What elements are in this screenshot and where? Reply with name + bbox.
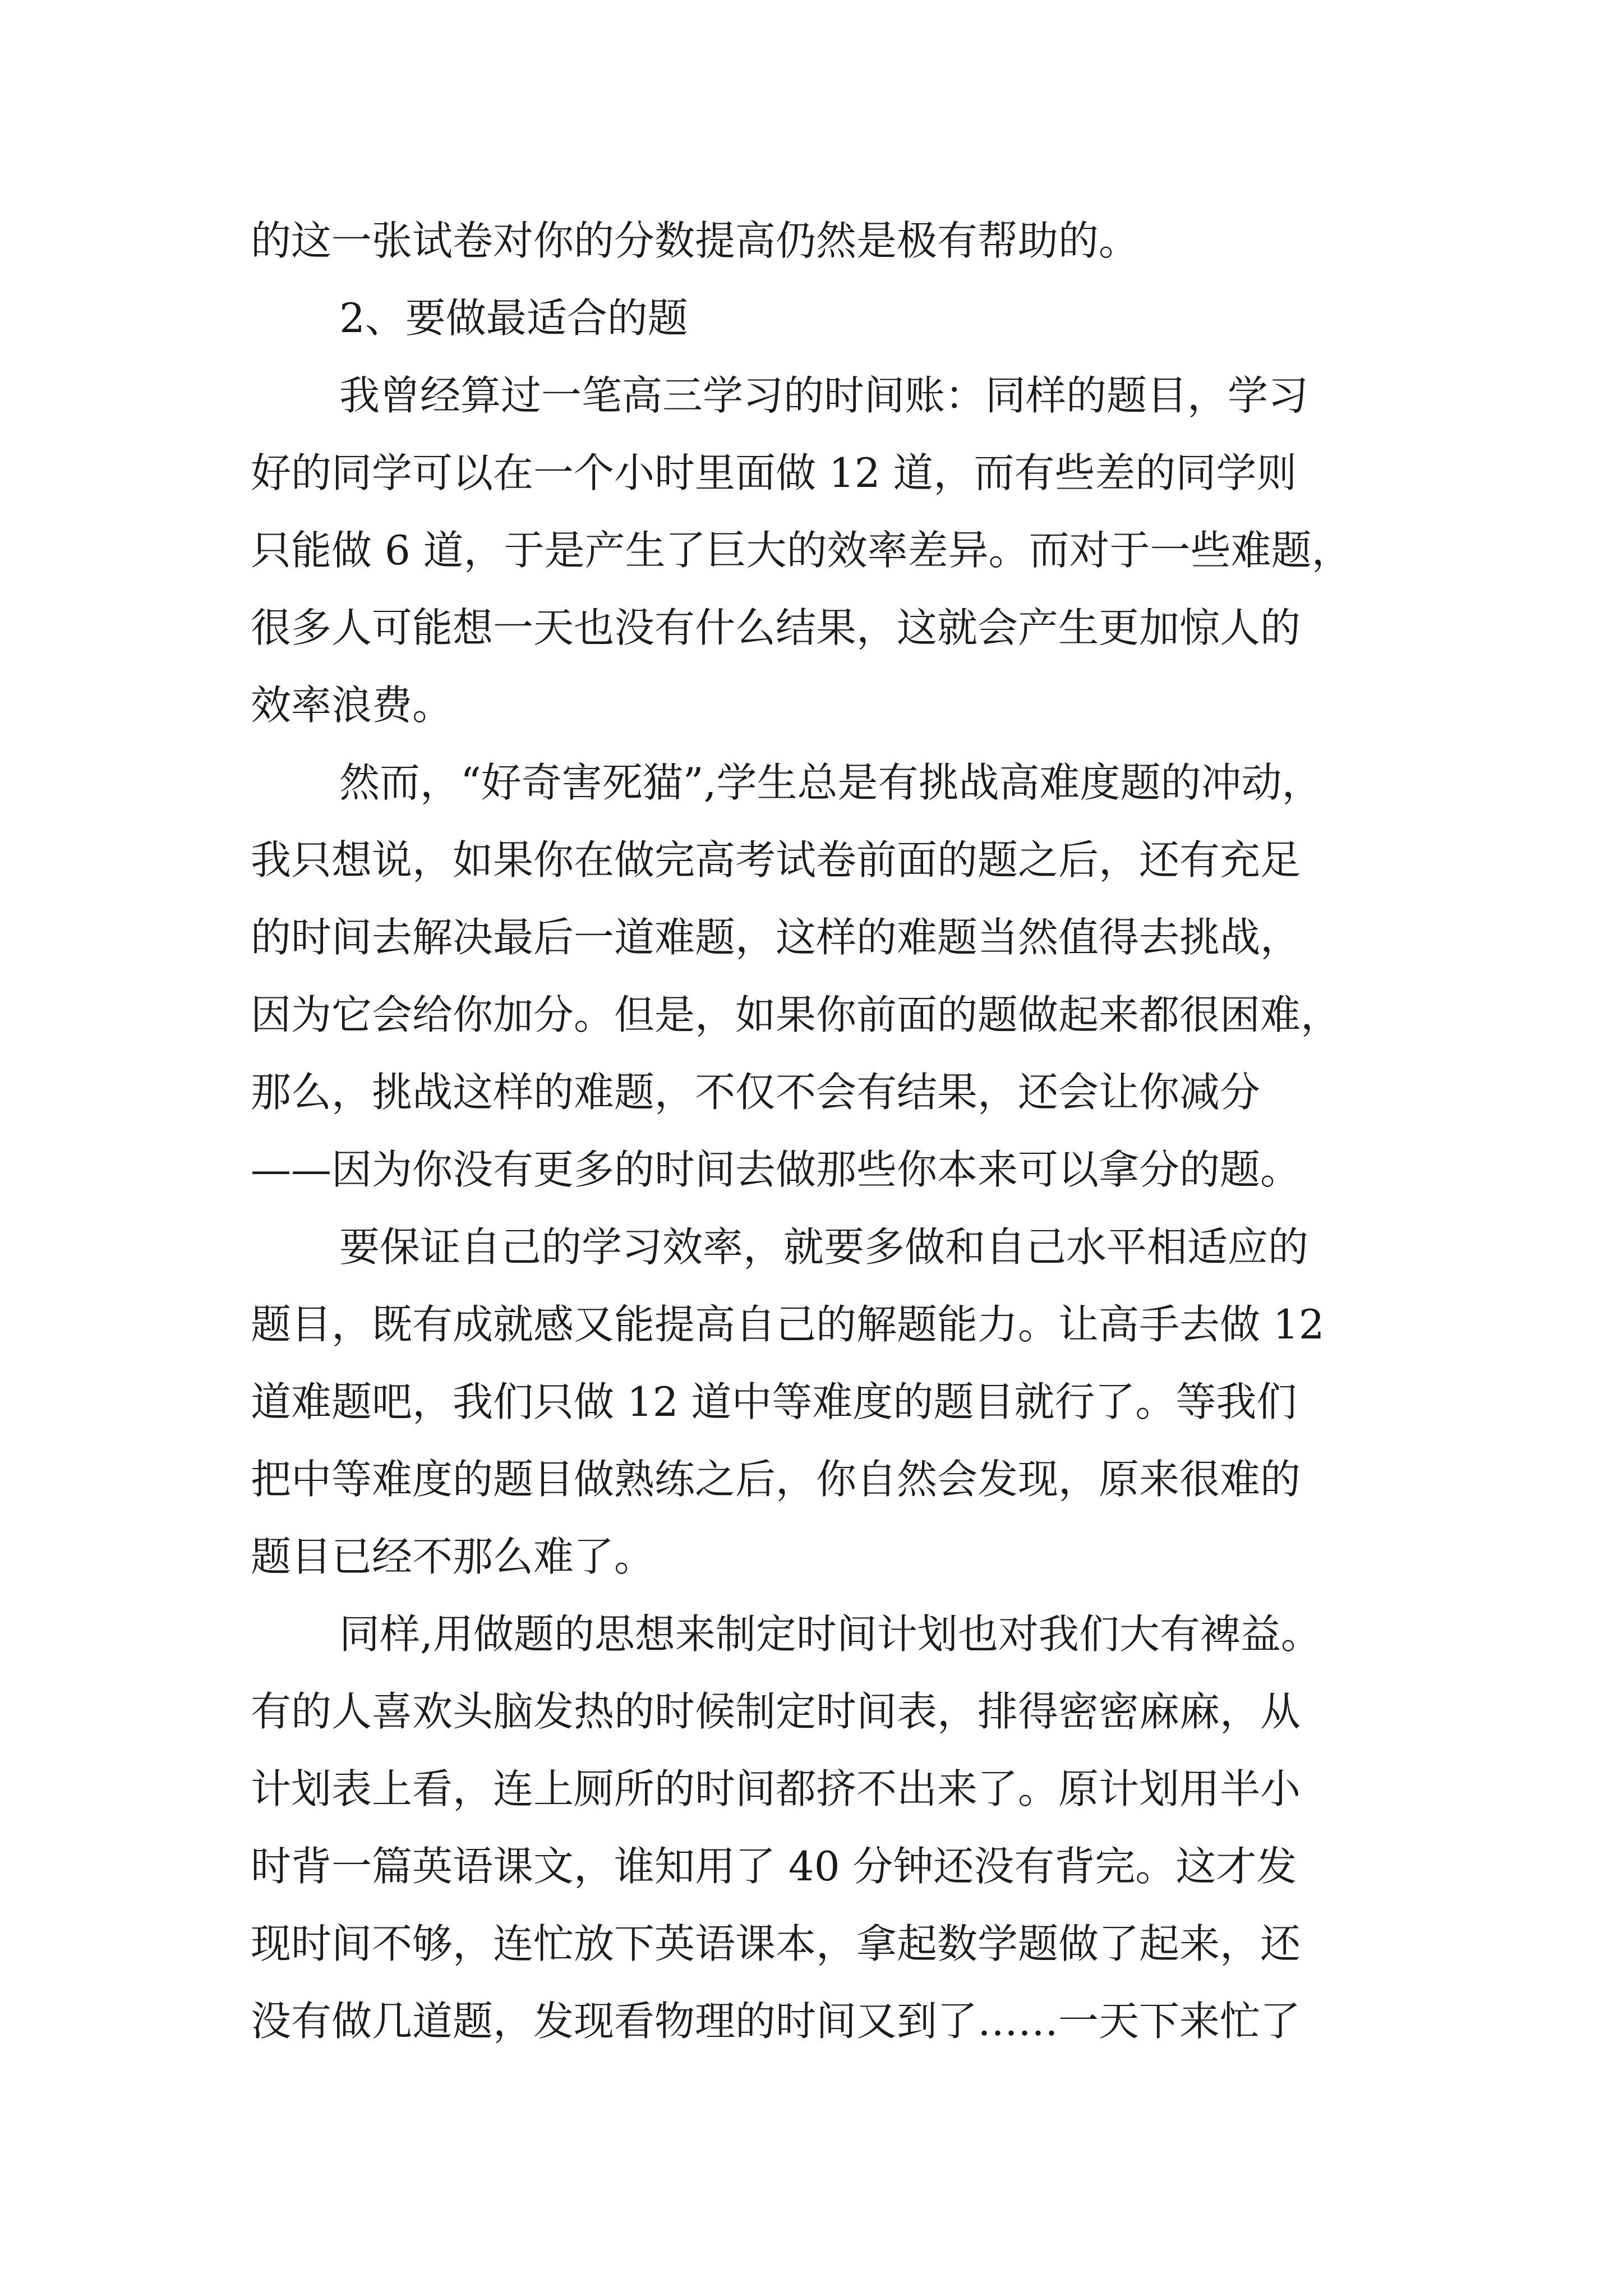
text-line: 效率浪费。 bbox=[251, 682, 453, 729]
section-heading: 2、要做最适合的题 bbox=[339, 295, 688, 342]
text-line: 要保证自己的学习效率，就要多做和自己水平相适应的 bbox=[339, 1223, 1309, 1271]
text-line: 把中等难度的题目做熟练之后，你自然会发现，原来很难的 bbox=[251, 1456, 1301, 1503]
text-line: 道难题吧，我们只做 12 道中等难度的题目就行了。等我们 bbox=[251, 1378, 1297, 1425]
text-line: 有的人喜欢头脑发热的时候制定时间表，排得密密麻麻，从 bbox=[251, 1688, 1301, 1735]
text-line: 题目，既有成就感又能提高自己的解题能力。让高手去做 12 bbox=[251, 1301, 1325, 1348]
text-line: 好的同学可以在一个小时里面做 12 道，而有些差的同学则 bbox=[251, 449, 1297, 496]
text-line: ——因为你没有更多的时间去做那些你本来可以拿分的题。 bbox=[251, 1146, 1301, 1193]
document-body bbox=[251, 202, 1406, 2060]
text-line: 题目已经不那么难了。 bbox=[251, 1533, 655, 1580]
text-line: 只能做 6 道，于是产生了巨大的效率差异。而对于一些难题， bbox=[251, 527, 1352, 574]
text-line: 没有做几道题，发现看物理的时间又到了……一天下来忙了 bbox=[251, 1998, 1301, 2045]
text-line: 很多人可能想一天也没有什么结果，这就会产生更加惊人的 bbox=[251, 604, 1301, 651]
text-line: 同样,用做题的思想来制定时间计划也对我们大有裨益。 bbox=[339, 1611, 1321, 1658]
text-line: 计划表上看，连上厕所的时间都挤不出来了。原计划用半小 bbox=[251, 1765, 1301, 1812]
text-line: 的时间去解决最后一道难题，这样的难题当然值得去挑战， bbox=[251, 914, 1301, 961]
text-line: 因为它会给你加分。但是，如果你前面的题做起来都很困难， bbox=[251, 991, 1341, 1038]
text-line: 的这一张试卷对你的分数提高仍然是极有帮助的。 bbox=[251, 217, 1140, 264]
text-line: 时背一篇英语课文，谁知用了 40 分钟还没有背完。这才发 bbox=[251, 1843, 1297, 1890]
text-line: 现时间不够，连忙放下英语课本，拿起数学题做了起来，还 bbox=[251, 1920, 1301, 1967]
text-line: 然而，“好奇害死猫”,学生总是有挑战高难度题的冲动， bbox=[339, 759, 1322, 806]
text-line: 那么，挑战这样的难题，不仅不会有结果，还会让你减分 bbox=[251, 1069, 1261, 1116]
text-line: 我只想说，如果你在做完高考试卷前面的题之后，还有充足 bbox=[251, 836, 1301, 884]
text-line: 我曾经算过一笔高三学习的时间账：同样的题目，学习 bbox=[339, 372, 1309, 419]
